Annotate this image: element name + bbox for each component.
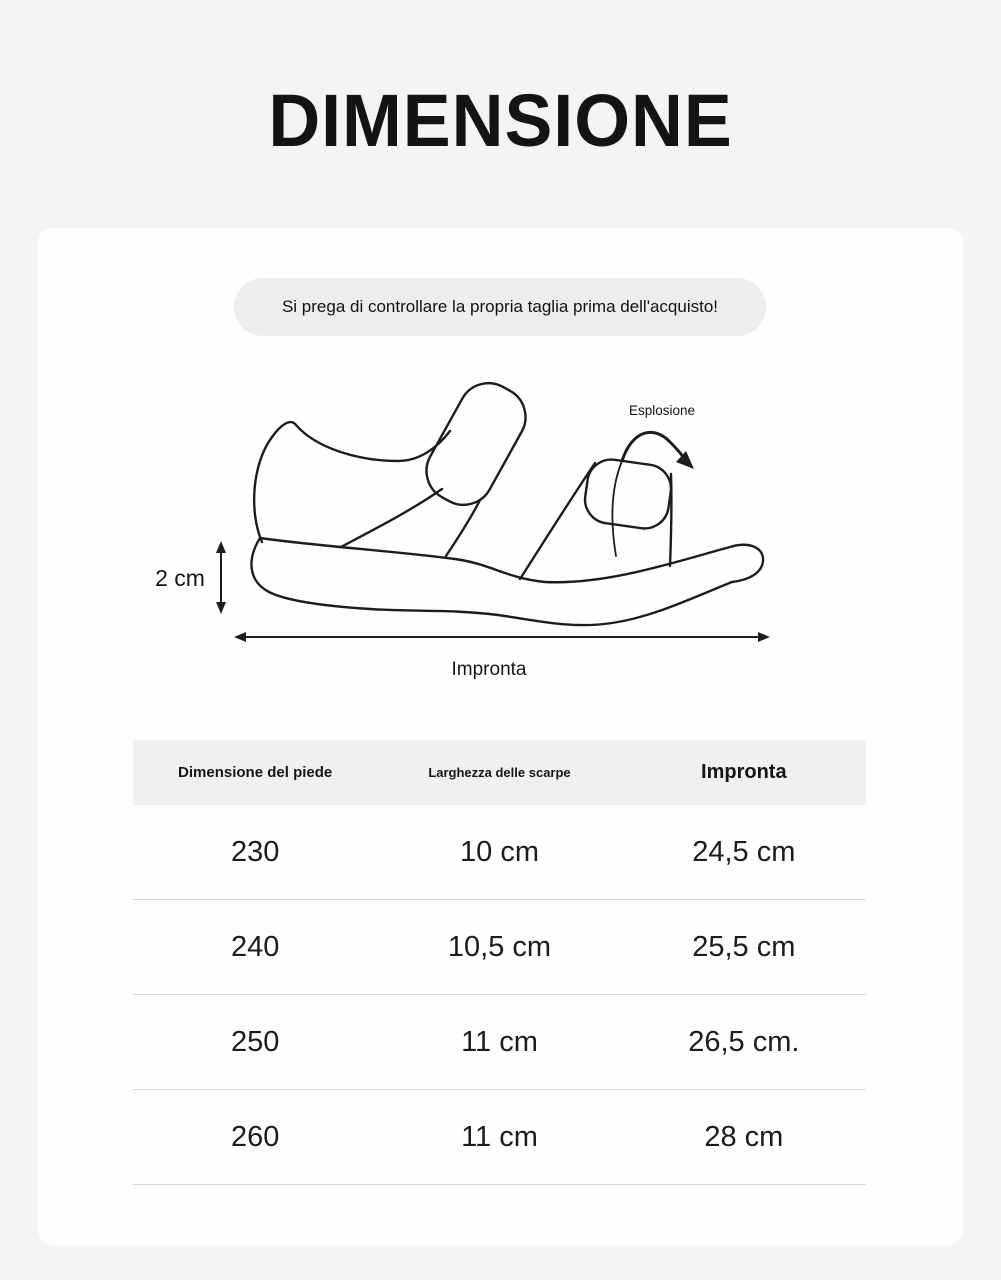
size-table-header bbox=[133, 740, 866, 805]
size-table bbox=[133, 740, 866, 1185]
column-header-shoe-width: Larghezza delle scarpe bbox=[428, 765, 571, 780]
column-header-footprint: Impronta bbox=[701, 761, 787, 783]
ankle-strap-lower-edge bbox=[341, 489, 442, 547]
cell-shoe-width: 10,5 cm bbox=[447, 930, 552, 963]
page-title: DIMENSIONE bbox=[268, 79, 733, 162]
cell-foot-size: 230 bbox=[230, 835, 280, 868]
explosion-label: Esplosione bbox=[628, 403, 696, 418]
table-row bbox=[133, 1090, 866, 1185]
sandal-sole-outline bbox=[251, 538, 763, 625]
size-guide-card bbox=[38, 228, 963, 1245]
height-arrowhead-bottom bbox=[216, 602, 226, 614]
table-row bbox=[133, 805, 866, 900]
footprint-label: Impronta bbox=[451, 659, 527, 680]
size-check-notice bbox=[234, 278, 766, 336]
front-strap-left-edge bbox=[520, 463, 595, 579]
cell-shoe-width: 10 cm bbox=[460, 835, 539, 868]
footprint-arrowhead-left bbox=[234, 632, 246, 642]
cell-footprint: 24,5 cm bbox=[692, 835, 796, 868]
toe-loop-buckle bbox=[582, 456, 674, 531]
cell-foot-size: 240 bbox=[230, 930, 280, 963]
cell-shoe-width: 11 cm bbox=[461, 1025, 538, 1058]
velcro-strap-to-sole bbox=[446, 500, 480, 556]
column-header-foot-size: Dimensione del piede bbox=[178, 764, 333, 781]
explosion-arrow-tail bbox=[612, 461, 622, 556]
cell-footprint: 25,5 cm bbox=[692, 930, 796, 963]
cell-foot-size: 260 bbox=[230, 1120, 280, 1153]
table-row bbox=[133, 995, 866, 1090]
cell-shoe-width: 11 cm bbox=[461, 1120, 538, 1153]
explosion-arrowhead bbox=[676, 451, 694, 469]
cell-foot-size: 250 bbox=[230, 1025, 280, 1058]
sole-height-label: 2 cm bbox=[155, 565, 205, 591]
sandal-diagram bbox=[120, 365, 880, 710]
ankle-strap-outline bbox=[254, 422, 450, 542]
cell-footprint: 26,5 cm. bbox=[688, 1025, 800, 1058]
height-arrowhead-top bbox=[216, 541, 226, 553]
table-row bbox=[133, 900, 866, 995]
explosion-arrow-icon bbox=[622, 432, 688, 464]
notice-text: Si prega di controllare la propria taglia prima dell'acquisto! bbox=[281, 297, 719, 316]
footprint-arrowhead-right bbox=[758, 632, 770, 642]
cell-footprint: 28 cm bbox=[704, 1120, 784, 1153]
